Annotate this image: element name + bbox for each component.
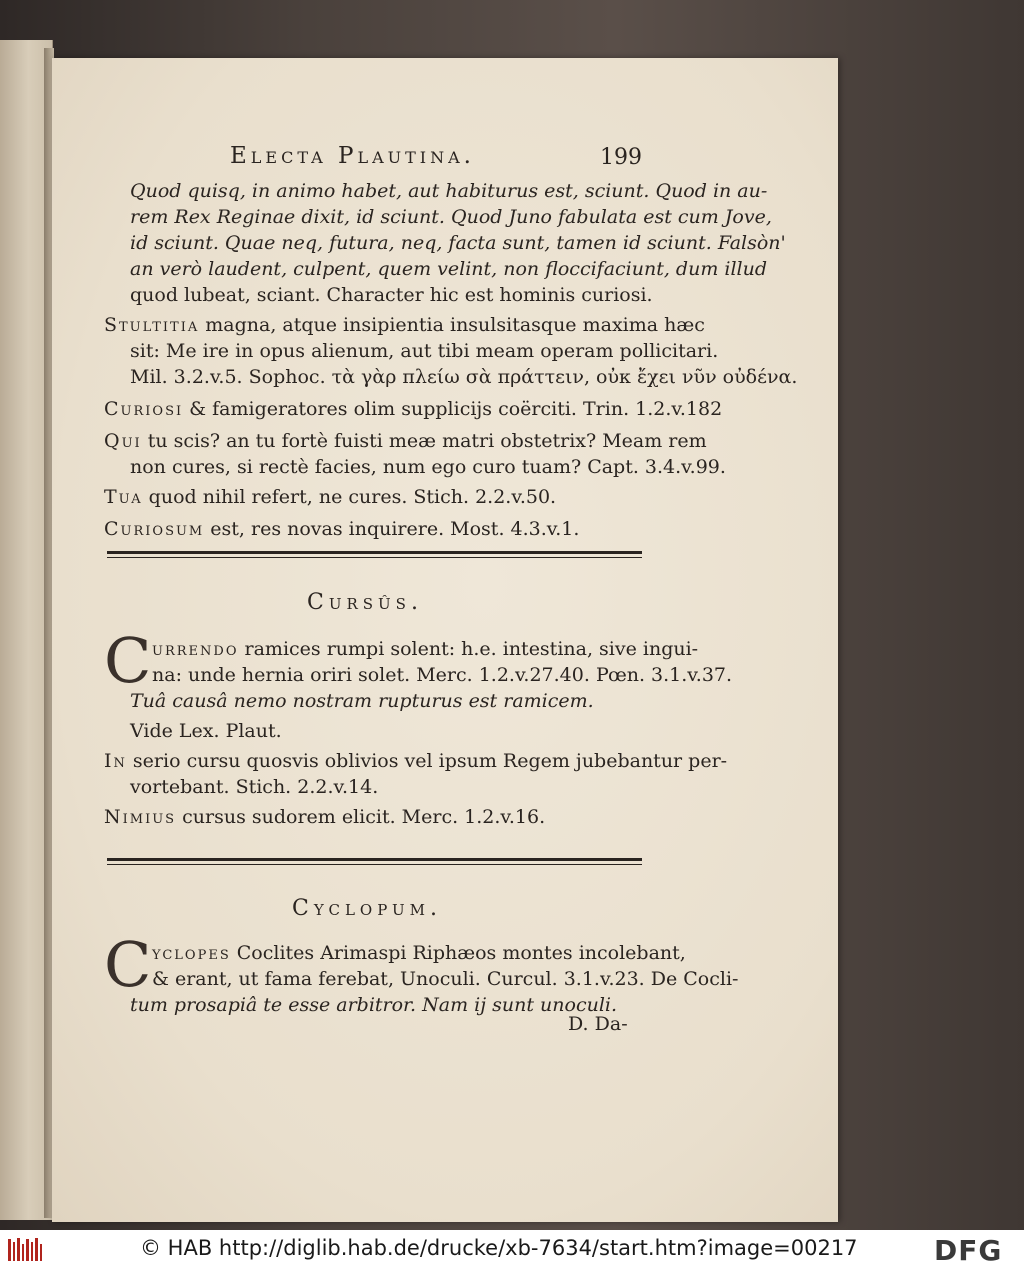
text-line: an verò laudent, culpent, quem velint, non floccifaciunt, dum illud <box>130 258 768 280</box>
page-number: 199 <box>600 145 642 170</box>
section-rule-thin <box>107 864 642 865</box>
hab-logo-icon <box>6 1236 46 1264</box>
text-line: non cures, si rectè facies, num ego curo tuam? Capt. 3.4.v.99. <box>130 456 726 478</box>
catchword: D. Da- <box>568 1013 628 1035</box>
paragraph-nimius: Nimius cursus sudorem elicit. Merc. 1.2.v.16. <box>104 806 546 828</box>
paragraph-stultitia: Stultitia magna, atque insipientia insulsitasque maxima hæc <box>104 314 705 336</box>
lead-word: Stultitia <box>104 314 200 336</box>
section-rule-thin <box>107 557 642 558</box>
paragraph-curiosum: Curiosum est, res novas inquirere. Most. 4.3.v.1. <box>104 518 580 540</box>
paragraph-cyclopes: yclopes Coclites Arimaspi Riphæos montes incolebant, <box>152 942 686 964</box>
paragraph-curiosi: Curiosi & famigeratores olim supplicijs coërciti. Trin. 1.2.v.182 <box>104 398 723 420</box>
drop-cap: C <box>104 928 152 1001</box>
text-line: vortebant. Stich. 2.2.v.14. <box>130 776 379 798</box>
text-line: Tuâ causâ nemo nostram rupturus est ramicem. <box>130 690 594 712</box>
section-title-cursus: Cursûs. <box>307 590 423 615</box>
book-page <box>52 58 838 1222</box>
text-line: sit: Me ire in opus alienum, aut tibi meam operam pollicitari. <box>130 340 719 362</box>
paragraph-tua: Tua quod nihil refert, ne cures. Stich. 2.2.v.50. <box>104 486 557 508</box>
text-line: Mil. 3.2.v.5. Sophoc. τὰ γὰρ πλείω σὰ πράττειν, οὐκ ἔχει νῦν οὐδένα. <box>130 366 798 388</box>
text-line: na: unde hernia oriri solet. Merc. 1.2.v.27.40. Pœn. 3.1.v.37. <box>152 664 733 686</box>
section-rule <box>107 551 642 554</box>
section-title-cyclopum: Cyclopum. <box>292 896 443 921</box>
dfg-logo: DFG <box>934 1234 1003 1267</box>
paragraph-qui: Qui tu scis? an tu fortè fuisti meæ matri obstetrix? Meam rem <box>104 430 707 452</box>
paragraph-currendo: urrendo ramices rumpi solent: h.e. intestina, sive ingui- <box>152 638 699 660</box>
text-line: id sciunt. Quae neq, futura, neq, facta sunt, tamen id sciunt. Falsòn' <box>130 232 786 254</box>
paragraph-in-serio: In serio cursu quosvis oblivios vel ipsum Regem jubebantur per- <box>104 750 728 772</box>
text-line: tum prosapiâ te esse arbitror. Nam ij sunt unoculi. <box>130 994 618 1016</box>
section-rule <box>107 858 642 861</box>
text-line: Vide Lex. Plaut. <box>130 720 282 742</box>
drop-cap: C <box>104 624 152 697</box>
text-line: rem Rex Reginae dixit, id sciunt. Quod Juno fabulata est cum Jove, <box>130 206 772 228</box>
copyright-link[interactable]: © HAB http://diglib.hab.de/drucke/xb-7634/start.htm?image=00217 <box>140 1236 858 1260</box>
text-line: & erant, ut fama ferebat, Unoculi. Curcul. 3.1.v.23. De Cocli- <box>152 968 739 990</box>
running-header: Electa Plautina. <box>230 143 475 169</box>
text-line: quod lubeat, sciant. Character hic est hominis curiosi. <box>130 284 653 306</box>
text-line: Quod quisq, in animo habet, aut habiturus est, sciunt. Quod in au- <box>130 180 768 202</box>
